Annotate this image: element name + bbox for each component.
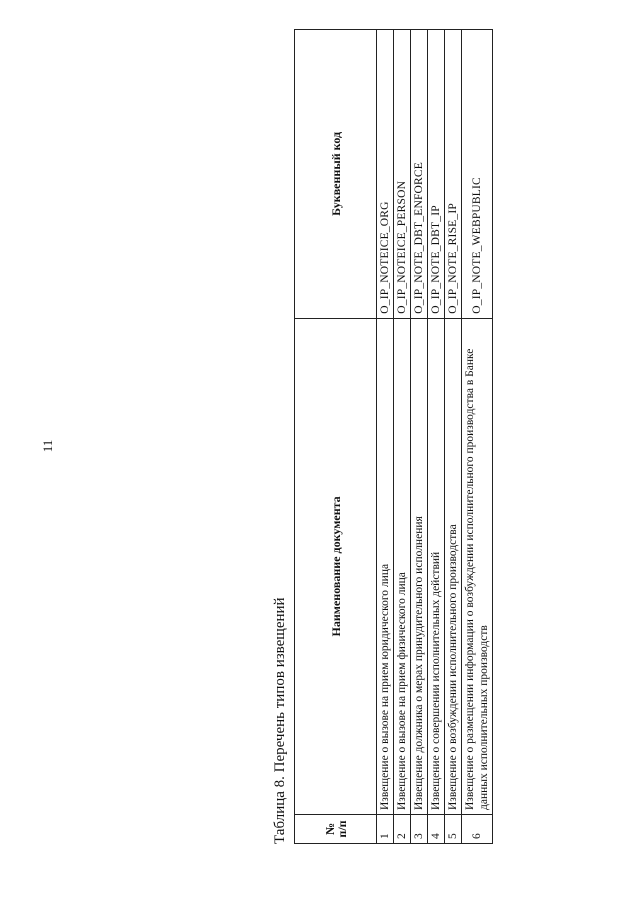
row-letter-code: O_IP_NOTE_WEBPUBLIC	[462, 30, 493, 319]
row-document-name: Извещение о вызове на прием физического лица	[394, 318, 411, 814]
row-document-name: Извещение должника о мерах принудительного исполнения	[411, 318, 428, 814]
row-number: 4	[428, 815, 445, 844]
table-header-row	[295, 30, 377, 844]
row-document-name: Извещение о вызове на прием юридического лица	[377, 318, 394, 814]
notice-types-table	[294, 29, 493, 844]
table-row	[428, 30, 445, 844]
table-row	[462, 30, 493, 844]
row-letter-code: O_IP_NOTEICE_PERSON	[394, 30, 411, 319]
table-row	[445, 30, 462, 844]
row-number: 6	[462, 815, 493, 844]
row-letter-code: O_IP_NOTE_DBT_ENFORCE	[411, 30, 428, 319]
table-row	[394, 30, 411, 844]
row-document-name: Извещение о размещении информации о возбуждении исполнительного производства в Банке данных исполнительных производств	[462, 318, 493, 814]
row-number: 5	[445, 815, 462, 844]
row-document-name: Извещение о возбуждении исполнительного производства	[445, 318, 462, 814]
row-number: 2	[394, 815, 411, 844]
row-number: 3	[411, 815, 428, 844]
table-row	[411, 30, 428, 844]
row-letter-code: O_IP_NOTEICE_ORG	[377, 30, 394, 319]
rotated-content	[270, 29, 490, 844]
row-letter-code: O_IP_NOTE_DBT_IP	[428, 30, 445, 319]
row-document-name: Извещение о совершении исполнительных действий	[428, 318, 445, 814]
page-number: 11	[40, 439, 55, 453]
header-document-name: Наименование документа	[295, 318, 377, 814]
header-number: № п/п	[295, 815, 377, 844]
row-letter-code: O_IP_NOTE_RISE_IP	[445, 30, 462, 319]
row-number: 1	[377, 815, 394, 844]
header-letter-code: Буквенный код	[295, 30, 377, 319]
table-caption: Таблица 8. Перечень типов извещений	[272, 597, 288, 844]
table-row	[377, 30, 394, 844]
